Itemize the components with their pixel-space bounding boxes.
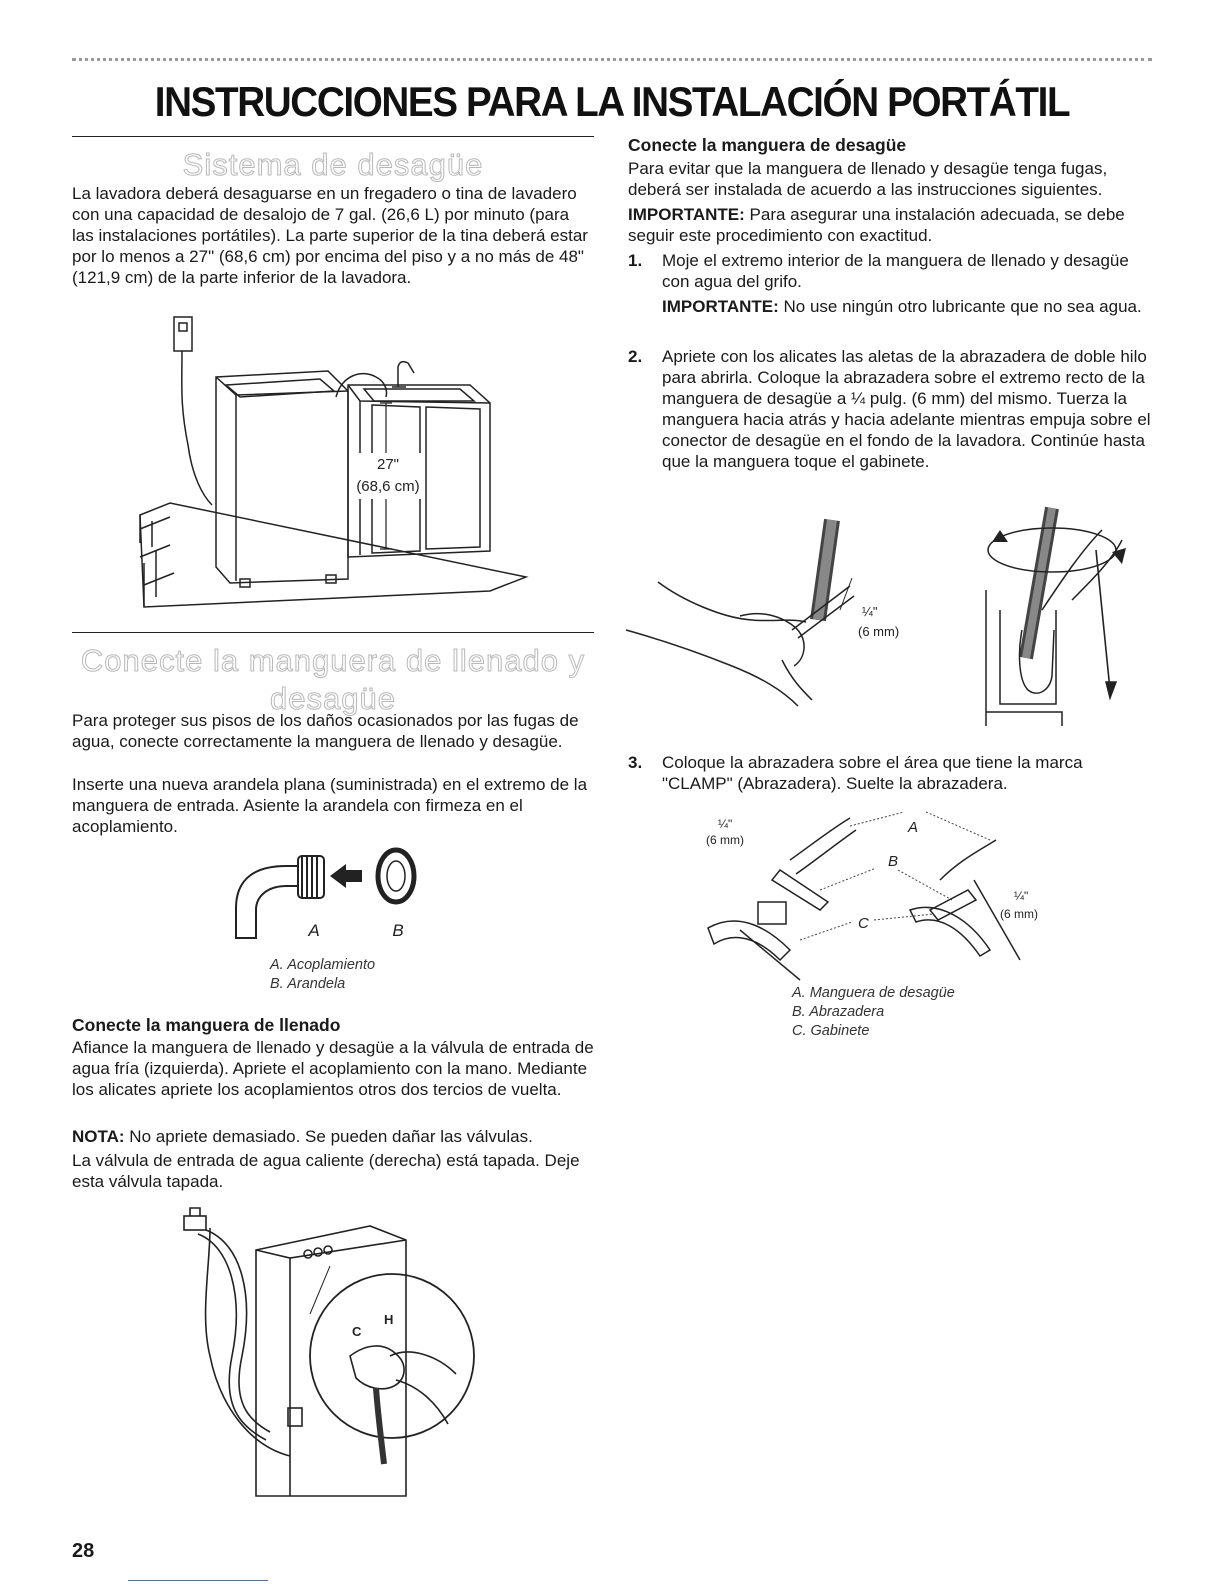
connect-hose-text-2: Inserte una nueva arandela plana (suministrada) en el extremo de la manguera de entrada. Asiente la arandela con firmeza en el acoplamiento. (72, 775, 588, 836)
step-1-important (662, 296, 1152, 317)
coupling-washer-illustration (226, 838, 446, 948)
fig5-label-mm-right: (6 mm) (1000, 907, 1038, 921)
fig1-height-in: 27" (376, 456, 400, 473)
drain-system-heading: Sistema de desagüe (182, 147, 484, 182)
fill-hose-subhead: Conecte la manguera de llenado (72, 1015, 341, 1035)
fig5-label-b: B (888, 853, 899, 870)
fill-hose-text-2: La válvula de entrada de agua caliente (derecha) está tapada. Deje esta válvula tapada. (72, 1151, 580, 1191)
fill-hose-text-1: Afiance la manguera de llenado y desagüe a la válvula de entrada de agua fría (izquierda). Apriete el acoplamiento con la mano. Mediante los alicates apriete los acoplamientos otros dos tercios de vuelta. (72, 1038, 594, 1099)
fig5-caption-a: A. Manguera de desagüe (792, 985, 955, 1001)
fig5-caption-b: B. Abrazadera (792, 1004, 885, 1020)
fig5-caption-c: C. Gabinete (792, 1023, 870, 1039)
top-dotted-rule (72, 58, 1152, 61)
drain-hose-subhead: Conecte la manguera de desagüe (628, 135, 907, 155)
section-rule (72, 632, 594, 633)
connect-hose-text-1: Para proteger sus pisos de los daños ocasionados por las fugas de agua, conecte correctamente la manguera de llenado y desagüe. (72, 711, 579, 751)
fig2-caption-b: B. Arandela (270, 976, 346, 992)
fig3-label-c: C (352, 1324, 362, 1339)
note-label: NOTA: (72, 1127, 125, 1146)
fig3-label-h: H (384, 1312, 394, 1327)
important-paragraph (628, 204, 1152, 246)
fig4-label-mm: (6 mm) (858, 624, 900, 639)
step-number: 1. (628, 251, 643, 270)
fig5-label-in-left: ¼" (718, 817, 733, 831)
page-title: INSTRUCCIONES PARA LA INSTALACIÓN PORTÁTIL (154, 78, 1070, 125)
clamp-placement-illustration (700, 810, 1060, 980)
note-paragraph (72, 1126, 594, 1147)
fig5-label-c: C (858, 915, 869, 932)
fig2-label-a: A (308, 921, 320, 940)
fig5-label-mm-left: (6 mm) (706, 833, 744, 847)
step-number: 3. (628, 753, 643, 772)
section-rule (72, 136, 594, 137)
fig1-height-cm: (68,6 cm) (356, 478, 420, 495)
step-text: Apriete con los alicates las aletas de la abrazadera de doble hilo para abrirla. Coloque la abrazadera sobre el extremo recto de la manguera de desagüe a ¼ pulg. (6 mm) del mismo. Tuerza la manguera hacia atrás y hacia adelante mientras empuja sobre el conector de desagüe en el fondo de la lavadora. Continúe hasta que la manguera toque el gabinete. (662, 347, 1151, 471)
important-text: Para asegurar una instalación adecuada, se debe seguir este procedimiento con exactitud. (628, 205, 1125, 245)
connect-hose-heading: Conecte la manguera de llenado y desagüe (80, 643, 586, 716)
fig5-label-in-right: ¼" (1014, 889, 1029, 903)
step-text: Coloque la abrazadera sobre el área que tiene la marca "CLAMP" (Abrazadera). Suelte la abrazadera. (662, 753, 1083, 793)
step-1-important-text: No use ningún otro lubricante que no sea agua. (778, 297, 1142, 316)
note-text: No apriete demasiado. Se pueden dañar las válvulas. (124, 1127, 533, 1146)
step-1-important-label: IMPORTANTE: (662, 297, 779, 316)
washer-sink-illustration (130, 315, 540, 615)
drain-hose-text: Para evitar que la manguera de llenado y desagüe tenga fugas, deberá ser instalada de acuerdo a las instrucciones siguientes. (628, 159, 1108, 199)
step-number: 2. (628, 347, 643, 366)
fig5-label-a: A (908, 819, 919, 836)
page-number: 28 (72, 1540, 95, 1562)
step-text: Moje el extremo interior de la manguera de llenado y desagüe con agua del grifo. (662, 251, 1129, 291)
fig2-label-b: B (392, 921, 404, 940)
footer-rule (128, 1580, 268, 1581)
washer-back-valve-illustration (170, 1206, 480, 1506)
important-label: IMPORTANTE: (628, 205, 745, 224)
drain-system-text: La lavadora deberá desaguarse en un fregadero o tina de lavadero con una capacidad de desalojo de 7 gal. (26,6 L) por minuto (para las instalaciones portátiles). La parte superior de la tina deberá estar por lo menos a 27" (68,6 cm) por encima del piso y a no más de 48" (121,9 cm) de la parte inferior de la lavadora. (72, 184, 588, 287)
fig2-caption-a: A. Acoplamiento (270, 957, 376, 973)
pliers-clamp-illustration (622, 490, 1152, 730)
fig4-label-in: ¼" (862, 604, 878, 619)
